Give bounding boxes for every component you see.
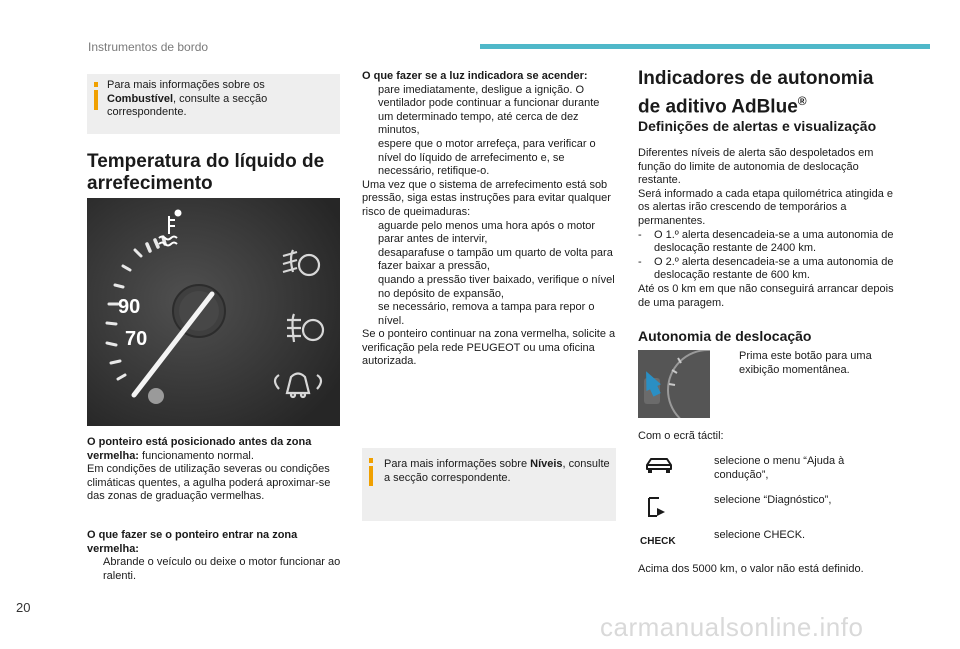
running-header: Instrumentos de bordo (88, 40, 209, 54)
coolant-gauge-image (87, 198, 340, 426)
warning-light-block: O que fazer se a luz indicadora se acender: pare imediatamente, desligue a ignição. O ventilador pode continuar a funcionar durante um determinado tempo, até cerca de dez minutos, espere que o motor arrefeça, para verificar o nível do líquido de arrefecimento e, se necessário, retifique-o. Uma vez que o sistema de arrefecimento está sob pressão, siga estas instruções para evitar qualquer risco de queimaduras: aguarde pelo menos uma hora após o motor parar antes de intervir, desaparafuse o tampão um quarto de volta para fazer baixar a pressão, quando a pressão tiver baixado, verifique o nível no depósito de expansão, se necessário, remova a tampa para repor o nível. Se o ponteiro continuar na zona vermelha, solicite a verificação pela rede PEUGEOT ou uma oficina autorizada. (362, 70, 616, 368)
alerts-block: Diferentes níveis de alerta são despoletados em função do limite de autonomia de deslocação restante. Será informado a cada etapa quilométrica atingida e os alertas irão crescendo de temporários a permanentes. - O 1.º alerta desencadeia-se a uma autonomia de deslocação restante de 2400 km. - O 2.º alerta desencadeia-se a uma autonomia de deslocação restante de 600 km. Até os 0 km em que não conseguirá arrancar depois de uma paragem. (638, 147, 900, 310)
coolant-red-block: O que fazer se o ponteiro entrar na zona vermelha: Abrande o veículo ou deixe o motor funcionar ao ralenti. (87, 529, 341, 582)
touch-item-help: selecione o menu “Ajuda à condução”, (714, 455, 845, 481)
list-item: pare imediatamente, desligue a ignição. O ventilador pode continuar a funcionar durante um determinado tempo, até cerca de dez minutos, (378, 83, 600, 137)
range-item: Prima este botão para uma exibição momentânea. (739, 350, 872, 376)
touch-label: Com o ecrã táctil: (638, 430, 724, 442)
info-note-fuel (87, 74, 340, 134)
header-accent-bar (480, 44, 930, 49)
list-item: quando a pressão tiver baixado, verifique o nível no depósito de expansão, (378, 273, 615, 300)
subtitle-range: Autonomia de deslocação (638, 328, 812, 344)
gauge-label-90: 90 (118, 296, 141, 318)
info-note-levels (362, 448, 616, 521)
diagnostic-icon (644, 494, 670, 520)
touch-item-check: selecione CHECK. (714, 529, 806, 541)
section-title-adblue: Indicadores de autonomia de aditivo AdBlue® (638, 68, 874, 118)
list-item: - O 2.º alerta desencadeia-se a uma autonomia de deslocação restante de 600 km. (638, 255, 894, 282)
page-number: 20 (16, 600, 31, 615)
watermark: carmanualsonline.info (600, 612, 864, 642)
section-title-coolant: Temperatura do líquido de arrefecimento (87, 151, 325, 194)
gauge-label-70: 70 (125, 328, 148, 350)
info-icon (369, 458, 373, 486)
list-item: se necessário, remova a tampa para repor o nível. (378, 301, 595, 327)
list-item: espere que o motor arrefeça, para verificar o nível do líquido de arrefecimento e, se necessário, retifique-o. (378, 137, 596, 178)
touch-item-diagnostic: selecione “Diagnóstico”, (714, 494, 832, 506)
info-icon (94, 82, 98, 110)
car-icon (643, 452, 675, 478)
list-item: Abrande o veículo ou deixe o motor funcionar ao ralenti. (103, 556, 341, 582)
range-footer-text: Acima dos 5000 km, o valor não está definido. (638, 563, 864, 575)
info-note-text: Para mais informações sobre Níveis, consulte a secção correspondente. (384, 458, 610, 484)
dashboard-button-image (638, 350, 710, 418)
subtitle-alerts: Definições de alertas e visualização (638, 118, 877, 134)
info-note-text: Para mais informações sobre os Combustível, consulte a secção correspondente. (107, 79, 268, 119)
check-label: CHECK (640, 536, 676, 547)
list-item: - O 1.º alerta desencadeia-se a uma autonomia de deslocação restante de 2400 km. (638, 228, 894, 255)
list-item: aguarde pelo menos uma hora após o motor parar antes de intervir, (378, 219, 596, 246)
list-item: desaparafuse o tampão um quarto de volta para fazer baixar a pressão, (378, 246, 613, 273)
coolant-normal-block: O ponteiro está posicionado antes da zona vermelha: funcionamento normal. Em condições de utilização severas ou condições climáticas quentes, a agulha poderá aproximar-se das zonas de graduação vermelhas. (87, 436, 331, 503)
